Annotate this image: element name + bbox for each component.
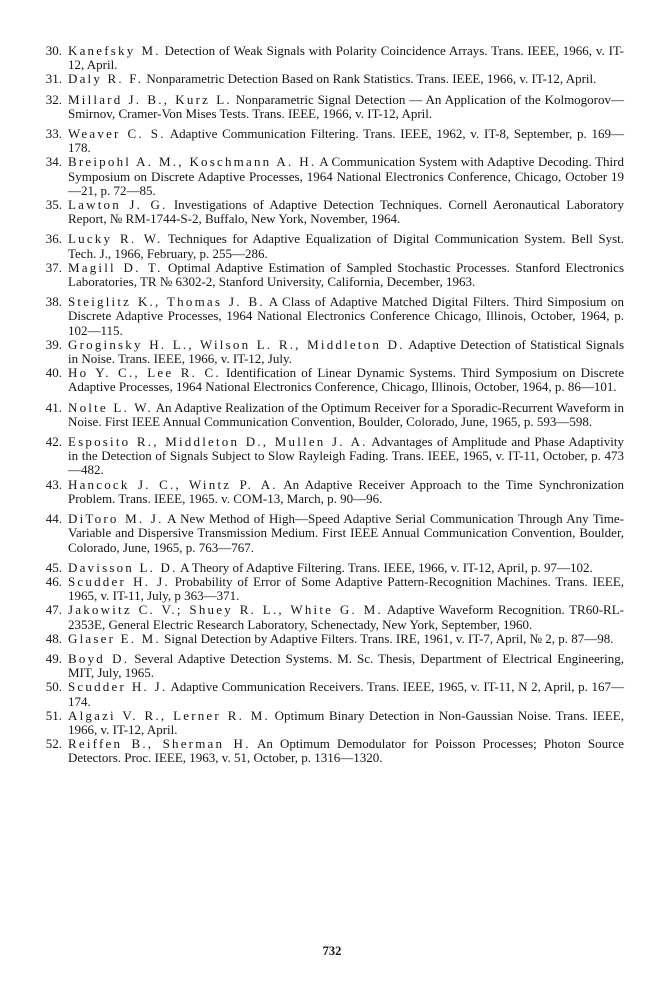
reference-number: 52. <box>45 736 62 752</box>
reference-text: Nonparametric Signal Detection — An Application of the Kolmogorov—Smirnov, Cramer-Von Mises Tests. Trans. IEEE, 1966, v. IT-12, April. <box>68 91 625 121</box>
reference-text: An Adaptive Receiver Approach to the Time Synchronization Problem. Trans. IEEE, 1965. v. COM-13, March, p. 90—96. <box>68 476 624 506</box>
reference-text: Optimal Adaptive Estimation of Sampled Stochastic Processes. Stanford Electronics Laboratories, TR № 6302-2, Stanford University, California, December, 1963. <box>68 259 624 290</box>
reference-entry <box>30 680 624 708</box>
reference-entry <box>30 338 624 366</box>
reference-number: 42. <box>45 434 62 450</box>
reference-authors: Lucky R. W. <box>68 231 163 247</box>
reference-entry <box>30 93 624 121</box>
reference-text: Nonparametric Detection Based on Rank Statistics. Trans. IEEE, 1966, v. IT-12, April. <box>146 71 597 87</box>
reference-entry <box>30 401 624 429</box>
reference-authors: Ho Y. C., Lee R. C. <box>68 365 221 381</box>
reference-number: 32. <box>45 91 62 107</box>
reference-authors: Magill D. T. <box>68 259 163 275</box>
reference-text: A New Method of High—Speed Adaptive Serial Communication Through Any Time-Variable and Dispersive Transmission Medium. First IEEE Annual Communication Convention, Boulder, Colorado, June, 1965, p. 763—767. <box>68 511 625 555</box>
reference-text: Several Adaptive Detection Systems. M. Sc. Thesis, Department of Electrical Engineering, MIT, July, 1965. <box>68 650 624 681</box>
reference-number: 44. <box>45 511 62 527</box>
reference-text: Signal Detection by Adaptive Filters. Trans. IRE, 1961, v. IT-7, April, № 2, p. 87—98. <box>164 630 614 646</box>
reference-authors: Nolte L. W. <box>68 399 153 415</box>
reference-authors: Algazi V. R., Lerner R. M. <box>68 707 270 723</box>
reference-text: Adaptive Detection of Statistical Signals in Noise. Trans. IEEE, 1966, v. IT-12, July. <box>68 336 624 367</box>
reference-entry <box>30 652 624 680</box>
reference-number: 37. <box>45 259 62 275</box>
reference-authors: Hancock J. C., Wintz P. A. <box>68 476 278 492</box>
reference-entry <box>30 198 624 226</box>
reference-authors: Daly R. F. <box>68 71 144 87</box>
reference-entry <box>30 435 624 478</box>
reference-authors: Lawton J. G. <box>68 197 168 213</box>
reference-entry <box>30 72 624 86</box>
reference-text: Advantages of Amplitude and Phase Adaptivity in the Detection of Signals Subject to Slow Rayleigh Fading. Trans. IEEE, 1965, v. IT-11, October, p. 473—482. <box>68 434 624 478</box>
reference-text: Identification of Linear Dynamic Systems. Third Symposium on Discrete Adaptive Processes, 1964 National Electronics Conference, Chicago, Illinois, October, 1964, p. 86—101. <box>68 365 624 395</box>
reference-text: An Adaptive Realization of the Optimum Receiver for a Sporadic-Recurrent Waveform in Noise. First IEEE Annual Communication Convention, Boulder, Colorado, June, 1965, p. 593—598. <box>68 399 624 429</box>
reference-number: 49. <box>45 650 62 666</box>
reference-number: 50. <box>45 679 62 695</box>
reference-text: A Theory of Adaptive Filtering. Trans. IEEE, 1966, v. IT-12, April, p. 97—102. <box>180 559 593 575</box>
reference-authors: DiToro M. J. <box>68 511 164 527</box>
reference-entry <box>30 366 624 394</box>
reference-number: 34. <box>45 154 62 170</box>
reference-text: An Optimum Demodulator for Poisson Processes; Photon Source Detectors. Proc. IEEE, 1963, v. 51, October, p. 1316—1320. <box>68 736 624 766</box>
reference-text: Optimum Binary Detection in Non-Gaussian Noise. Trans. IEEE, 1966, v. IT-12, April. <box>68 707 624 737</box>
reference-text: Adaptive Communication Receivers. Trans. IEEE, 1965, v. IT-11, N 2, April, p. 167—174. <box>68 679 624 709</box>
reference-number: 40. <box>45 365 62 381</box>
reference-entry <box>30 127 624 155</box>
reference-authors: Davisson L. D. <box>68 559 178 575</box>
reference-entry <box>30 295 624 338</box>
reference-number: 43. <box>45 476 62 492</box>
reference-number: 39. <box>45 336 62 352</box>
reference-entry <box>30 709 624 737</box>
page-number: 732 <box>322 944 342 958</box>
reference-text: A Class of Adaptive Matched Digital Filters. Third Simposium on Discrete Adaptive Processes, 1964 National Electronics Conference Chicago, Illinois, October, 1964, p. 102—115. <box>68 294 624 338</box>
reference-entry <box>30 512 624 555</box>
reference-number: 48. <box>45 630 62 646</box>
reference-authors: Steiglitz K., Thomas J. B. <box>68 294 265 310</box>
reference-authors: Weaver C. S. <box>68 126 166 142</box>
reference-entry <box>30 232 624 260</box>
reference-entry <box>30 44 624 72</box>
reference-text: Adaptive Communication Filtering. Trans. IEEE, 1962, v. IT-8, September, p. 169—178. <box>68 126 624 156</box>
reference-entry <box>30 561 624 575</box>
reference-number: 51. <box>45 707 62 723</box>
reference-number: 47. <box>45 602 62 618</box>
reference-entry <box>30 603 624 631</box>
reference-authors: Glaser E. M. <box>68 630 161 646</box>
reference-entry <box>30 155 624 198</box>
reference-number: 46. <box>45 573 62 589</box>
reference-entry <box>30 737 624 765</box>
reference-number: 36. <box>45 231 62 247</box>
reference-entry <box>30 632 624 646</box>
reference-entry <box>30 575 624 603</box>
reference-authors: Groginsky H. L., Wilson L. R., Middleton D. <box>68 336 405 352</box>
reference-number: 45. <box>45 559 62 575</box>
reference-authors: Kanefsky M. <box>68 43 161 58</box>
reference-entry <box>30 478 624 506</box>
reference-text: Adaptive Waveform Recognition. TR60-RL-2353E, General Electric Research Laboratory, Schenectady, New York, September, 1960. <box>68 602 624 632</box>
reference-authors: Esposito R., Middleton D., Mullen J. A. <box>68 434 368 450</box>
reference-number: 31. <box>45 71 62 87</box>
reference-text: Detection of Weak Signals with Polarity Coincidence Arrays. Trans. IEEE, 1966, v. IT-12, April. <box>68 43 624 73</box>
reference-authors: Boyd D. <box>68 650 130 666</box>
reference-authors: Scudder H. J. <box>68 679 168 695</box>
reference-entry <box>30 261 624 289</box>
reference-number: 33. <box>45 126 62 142</box>
reference-authors: Millard J. B., Kurz L. <box>68 91 232 107</box>
reference-authors: Reiffen B., Sherman H. <box>68 736 251 752</box>
reference-text: Techniques for Adaptive Equalization of Digital Communication System. Bell Syst. Tech. J., 1966, February, p. 255—286. <box>68 231 624 261</box>
reference-text: Probability of Error of Some Adaptive Pattern-Recognition Machines. Trans. IEEE, 1965, v. IT-11, July, p 363—371. <box>68 573 625 604</box>
reference-number: 41. <box>45 399 62 415</box>
reference-number: 30. <box>45 43 62 58</box>
reference-list <box>30 44 624 766</box>
reference-text: A Communication System with Adaptive Decoding. Third Symposium on Discrete Adaptive Processes, 1964 National Electronics Conference, Chicago, October 19—21, p. 72—85. <box>68 154 624 198</box>
reference-text: Investigations of Adaptive Detection Techniques. Cornell Aeronautical Laboratory Report, № RM-1744-S-2, Buffalo, New York, November, 1964. <box>68 197 625 227</box>
reference-number: 38. <box>45 294 62 310</box>
reference-authors: Jakowitz C. V.; Shuey R. L., White G. M. <box>68 602 383 618</box>
reference-authors: Breipohl A. M., Koschmann A. H. <box>68 154 317 170</box>
reference-number: 35. <box>45 197 62 213</box>
reference-authors: Scudder H. J. <box>68 573 170 589</box>
